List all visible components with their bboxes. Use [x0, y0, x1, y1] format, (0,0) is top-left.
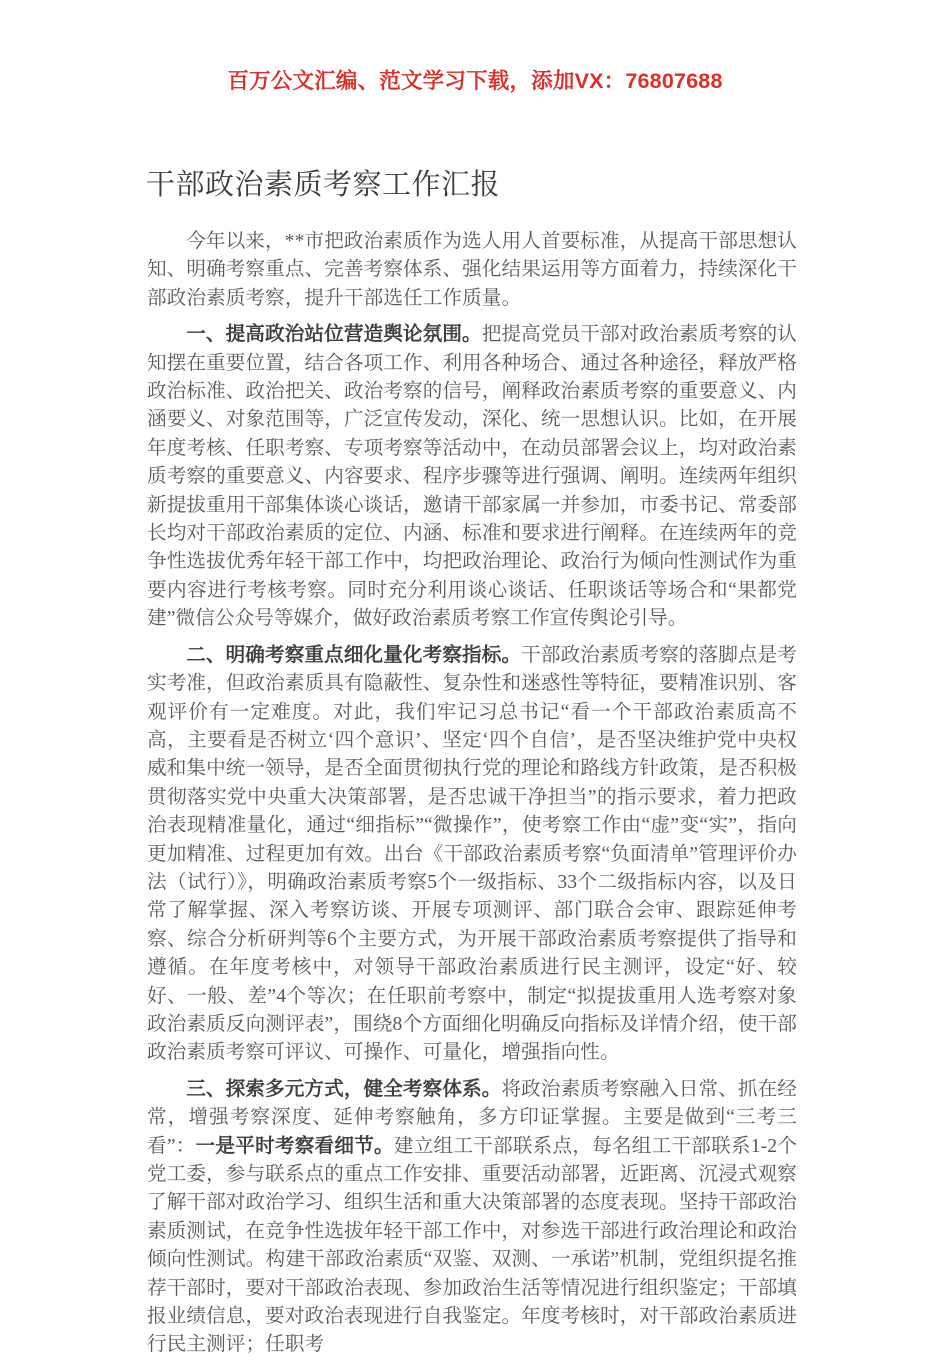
paragraph-text-part-2: 建立组工干部联系点，每名组工干部联系1-2个党工委，参与联系点的重点工作安排、重要活动部署，近距离、沉浸式观察了解干部对政治学习、组织生活和重大决策部署的态度表现。坚持干部政治素质测试，在竞争性选拔年轻干部工作中，对参选干部进行政治理论和政治倾向性测试。构建干部政治素质“双鉴、双测、一承诺”机制，党组织提名推荐干部时，要对干部政治表现、参加政治生活等情况进行组织鉴定；干部填报业绩信息，要对政治表现进行自我鉴定。年度考核时，对干部政治素质进行民主测评；任职考 [147, 1135, 798, 1356]
page-title: 干部政治素质考察工作汇报 [146, 169, 501, 202]
paragraph-section-1 [147, 321, 797, 633]
paragraph-section-2 [147, 642, 797, 1068]
section-heading-1: 一、提高政治站位营造舆论氛围。 [186, 324, 482, 346]
promo-banner: 百万公文汇编、范文学习下载，添加VX：76807688 [227, 69, 723, 93]
paragraph-text-part-1: 将政治素质考察融入日常、抓在经常，增强考察深度、延伸考察触角，多方印证掌握。主要是做到“三考三看”： [147, 1078, 797, 1157]
paragraph-intro [147, 228, 797, 313]
paragraph-text: 干部政治素质考察的落脚点是考实考准，但政治素质具有隐蔽性、复杂性和迷惑性等特征，要精准识别、客观评价有一定难度。对此，我们牢记习总书记“看一个干部政治素质高不高，主要看是否树立‘四个意识’、坚定‘四个自信’，是否坚决维护党中央权威和集中统一领导，是否全面贯彻执行党的理论和路线方针政策，是否积极贯彻落实党中央重大决策部署，是否忠诚干净担当”的指示要求，着力把政治表现精准量化，通过“细指标”“微操作”，使考察工作由“虚”变“实”，指向更加精准、过程更加有效。出台《干部政治素质考察“负面清单”管理评价办法（试行）》，明确政治素质考察5个一级指标、33个二级指标内容，以及日常了解掌握、深入考察访谈、开展专项测评、部门联合会审、跟踪延伸考察、综合分析研判等6个主要方式，为开展干部政治素质考察提供了指导和遵循。在年度考核中，对领导干部政治素质进行民主测评，设定“好、较好、一般、差”4个等次；在任职前考察中，制定“拟提拔重用人选考察对象政治素质反向测评表”，围绕8个方面细化明确反向指标及详情介绍，使干部政治素质考察可评议、可操作、可量化，增强指向性。 [147, 644, 797, 1064]
paragraph-text: 把提高党员干部对政治素质考察的认知摆在重要位置，结合各项工作、利用各种场合、通过各种途径，释放严格政治标准、政治把关、政治考察的信号，阐释政治素质考察的重要意义、内涵要义、对象范围等，广泛宣传发动，深化、统一思想认识。比如，在开展年度考核、任职考察、专项考察等活动中，在动员部署会议上，均对政治素质考察的重要意义、内容要求、程序步骤等进行强调、阐明。连续两年组织新提拔重用干部集体谈心谈话，邀请干部家属一并参加，市委书记、常委部长均对干部政治素质的定位、内涵、标准和要求进行阐释。在连续两年的竞争性选拔优秀年轻干部工作中，均把政治理论、政治行为倾向性测试作为重要内容进行考核考察。同时充分利用谈心谈话、任职谈话等场合和“果都党建”微信公众号等媒介，做好政治素质考察工作宣传舆论引导。 [147, 324, 797, 630]
paragraph-section-3 [147, 1076, 797, 1360]
section-heading-2: 二、明确考察重点细化量化考察指标。 [186, 644, 522, 666]
paragraph-text: 今年以来，**市把政治素质作为选人用人首要标准，从提高干部思想认知、明确考察重点、完善考察体系、强化结果运用等方面着力，持续深化干部政治素质考察，提升干部选任工作质量。 [147, 231, 797, 309]
section-subheading-3a: 一是平时考察看细节。 [195, 1135, 394, 1157]
document-body [147, 228, 797, 1362]
section-heading-3: 三、探索多元方式，健全考察体系。 [186, 1078, 502, 1100]
